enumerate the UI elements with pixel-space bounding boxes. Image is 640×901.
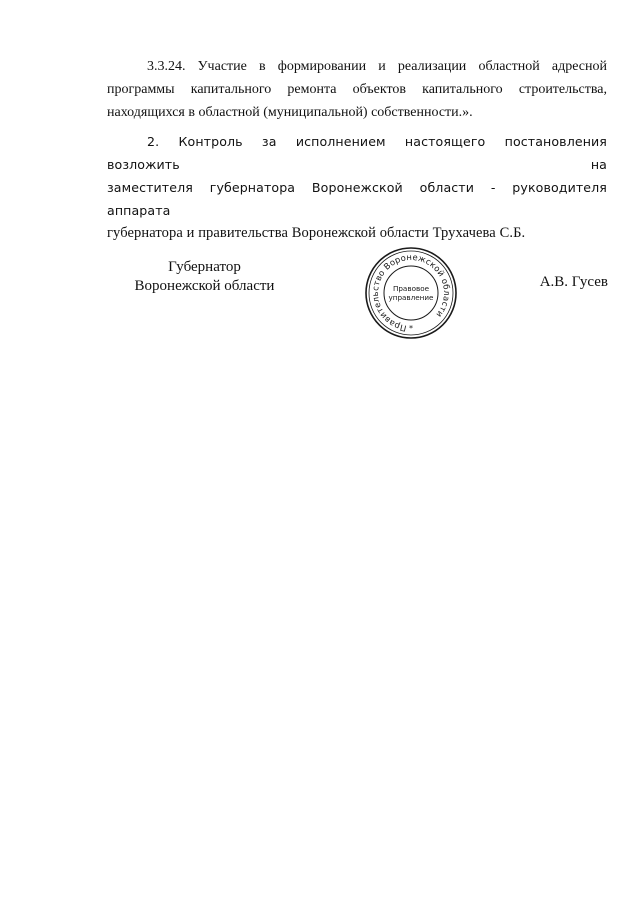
signatory-position — [107, 258, 302, 296]
seal-ring-text: Правительство Воронежской области — [369, 251, 453, 334]
position-line1: Губернатор — [168, 259, 241, 275]
para1-line3: находящихся в областной (муниципальной) собственности.». — [107, 105, 473, 120]
position-line2: Воронежской области — [134, 278, 275, 294]
seal-center-line2: управление — [388, 293, 434, 302]
para2-line1: 2. Контроль за исполнением настоящего постановления возложить на — [107, 134, 607, 172]
official-seal — [356, 245, 466, 340]
paragraph-3-3-24 — [107, 55, 607, 124]
para1-line1: 3.3.24. Участие в формировании и реализации областной адресной — [147, 59, 607, 74]
paragraph-2-control — [107, 130, 607, 245]
para2-line3: губернатора и правительства Воронежской области Трухачева С.Б. — [107, 225, 526, 241]
para2-line2: заместителя губернатора Воронежской области - руководителя аппарата — [107, 180, 607, 218]
para1-line2: программы капитального ремонта объектов капитального строительства, — [107, 82, 607, 97]
seal-stamp-icon — [356, 245, 466, 340]
seal-center-line1: Правовое — [392, 284, 430, 293]
seal-star: * — [409, 324, 413, 333]
signatory-name: А.В. Гусев — [539, 274, 608, 290]
